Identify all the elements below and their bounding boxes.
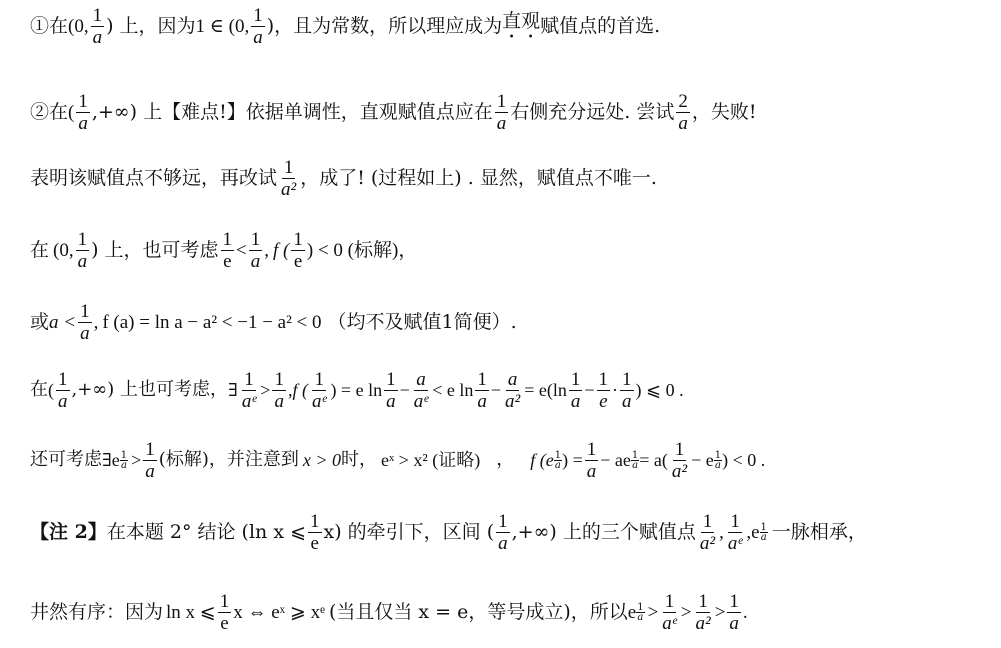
fraction-1-over-a: $\frac{1}{a}$ <box>92 5 103 48</box>
math: a < <box>49 311 77 333</box>
fraction-1-over-e: $\frac{1}{e}$ <box>598 369 609 412</box>
line-3 <box>30 158 995 199</box>
note-label: 【注 2】 <box>30 520 107 543</box>
math: (0, <box>53 239 74 261</box>
text: )，且为常数，所以理应成为 <box>266 14 503 37</box>
math: f (a) = ln a − a² < −1 − a² < 0 <box>102 311 322 333</box>
fraction-1-over-a-squared: $\frac{1}{\text{a²}}$ <box>281 157 297 200</box>
fraction-1-over-a: $\frac{1}{a}$ <box>622 369 632 412</box>
fraction-1-over-a: $\frac{1}{a}$ <box>496 91 507 134</box>
math: < e ln <box>432 380 474 401</box>
fraction-1-over-e: $\frac{1}{e}$ <box>310 511 320 554</box>
text: ,+∞) 上的三个赋值点 <box>511 520 696 543</box>
math: f (e <box>530 450 554 471</box>
text: (标解)，并注意到 <box>158 449 299 471</box>
fraction-1-over-a-e: $\frac{1}{\text{aᵉ}}$ <box>727 511 743 554</box>
fraction-1-over-a: $\frac{1}{a}$ <box>250 229 261 272</box>
math: = a( <box>639 450 668 471</box>
math: ln x ⩽ <box>166 601 216 623</box>
exponent-1-over-a: $\frac{1}{a}$ <box>554 450 562 471</box>
math: · <box>612 380 619 401</box>
math: . <box>742 601 748 623</box>
math: ) = e ln <box>330 380 383 401</box>
math: , <box>719 521 724 543</box>
text: ，失败! <box>691 100 757 123</box>
math: , <box>287 380 293 401</box>
fraction-1-over-a: $\frac{1}{a}$ <box>77 229 88 272</box>
math: , <box>264 239 270 261</box>
text: 表明该赋值点不够远，再改试 <box>30 166 278 189</box>
text: (当且仅当 x = e，等号成立)，所以 <box>328 600 628 623</box>
math: ∃ <box>228 380 238 401</box>
fraction-1-over-a-squared: $\frac{1}{\text{a²}}$ <box>671 439 688 482</box>
math: − <box>490 380 502 401</box>
math: ( <box>48 380 54 401</box>
exponent-1-over-a: $\frac{1}{a}$ <box>631 450 639 471</box>
math: − e <box>691 450 714 471</box>
math: , <box>746 521 752 543</box>
line-6 <box>30 370 995 411</box>
text: ,+∞) 上【难点!】依据单调性，直观赋值点应在 <box>91 100 493 123</box>
text: ，成了! (过程如上) . 显然，赋值点不唯一. <box>300 166 657 189</box>
text: 赋值点的首选. <box>540 14 661 37</box>
math: − <box>584 380 595 401</box>
exponent-1-over-a: $\frac{1}{a}$ <box>120 450 128 471</box>
math: , <box>93 311 99 333</box>
emphasis-text: 直观 <box>502 10 541 32</box>
fraction-1-over-a: $\frac{1}{a}$ <box>386 369 396 412</box>
fraction-1-over-a-e: $\frac{1}{\text{aᵉ}}$ <box>241 369 257 412</box>
fraction-2-over-a: $\frac{2}{a}$ <box>678 91 688 134</box>
math: ) = <box>562 450 583 471</box>
math: e <box>627 601 637 623</box>
text: x) 的牵引下，区间 ( <box>323 520 495 543</box>
math: > <box>260 380 271 401</box>
fraction-1-over-a: $\frac{1}{a}$ <box>498 511 508 554</box>
math: x > 0 <box>302 450 341 471</box>
math: eˣ > x² (证略) <box>380 450 481 471</box>
math: ∃e <box>102 450 120 471</box>
math: ) ⩽ 0 . <box>635 380 684 401</box>
math: = e(ln <box>524 380 567 401</box>
math: − ae <box>600 450 631 471</box>
math: > <box>131 450 142 471</box>
fraction-1-over-a: $\frac{1}{a}$ <box>729 591 739 634</box>
math: ) < 0 (标解)， <box>306 239 418 261</box>
text: ， <box>496 449 515 471</box>
math: x ⇔ eˣ ⩾ xᵉ <box>233 601 325 623</box>
text: 还可考虑 <box>30 449 102 471</box>
math: (0, <box>68 15 89 37</box>
line-5 <box>30 302 995 343</box>
exponent-1-over-a: $\frac{1}{a}$ <box>714 450 722 471</box>
text: ②在 <box>30 100 69 123</box>
text: 一脉相承， <box>771 520 867 543</box>
math: ) < 0 . <box>722 450 766 471</box>
fraction-1-over-a-squared: $\frac{1}{\text{a²}}$ <box>695 591 711 634</box>
fraction-1-over-e: $\frac{1}{e}$ <box>219 591 230 634</box>
fraction-1-over-a-e: $\frac{1}{\text{aᵉ}}$ <box>662 591 677 634</box>
line-2 <box>30 92 995 133</box>
math: > <box>714 601 726 623</box>
fraction-1-over-a: $\frac{1}{a}$ <box>58 369 68 412</box>
fraction-1-over-a: $\frac{1}{a}$ <box>80 301 90 344</box>
exponent-1-over-a: $\frac{1}{a}$ <box>637 602 644 623</box>
text: 右侧充分远处. 尝试 <box>510 100 675 123</box>
text: 在 <box>30 238 50 261</box>
fraction-1-over-a-squared: $\frac{1}{\text{a²}}$ <box>699 511 716 554</box>
fraction-1-over-a: $\frac{1}{a}$ <box>274 369 284 412</box>
line-7 <box>30 440 995 481</box>
math: 1 ∈ (0, <box>195 15 250 37</box>
fraction-1-over-a: $\frac{1}{a}$ <box>253 5 263 48</box>
math: − <box>399 380 410 401</box>
text: ①在 <box>30 14 69 37</box>
fraction-1-over-a: $\frac{1}{a}$ <box>586 439 597 482</box>
fraction-1-over-e: $\frac{1}{e}$ <box>222 229 233 272</box>
text: 或 <box>30 310 50 333</box>
fraction-a-over-a-e: $\frac{a}{\text{aᵉ}}$ <box>413 369 429 412</box>
fraction-a-over-a-squared: $\frac{a}{\text{a²}}$ <box>505 369 521 412</box>
fraction-1-over-e: $\frac{1}{e}$ <box>293 229 303 272</box>
math: > <box>680 601 692 623</box>
fraction-1-over-a: $\frac{1}{a}$ <box>570 369 581 412</box>
text: ) 上，也可考虑 <box>91 238 219 261</box>
text: 时， <box>340 449 377 471</box>
math: < <box>236 239 247 261</box>
exponent-1-over-a: $\frac{1}{a}$ <box>760 522 767 543</box>
text: （均不及赋值1简便）. <box>327 310 517 333</box>
math: e <box>751 521 760 543</box>
line-4 <box>30 230 995 271</box>
math: ( <box>68 101 75 123</box>
text: ,+∞) 上也可考虑， <box>71 379 229 401</box>
fraction-1-over-a-e: $\frac{1}{\text{aᵉ}}$ <box>311 369 327 412</box>
line-9 <box>30 592 995 633</box>
math: f ( <box>273 239 290 261</box>
fraction-1-over-a: $\frac{1}{a}$ <box>145 439 155 482</box>
fraction-1-over-a: $\frac{1}{a}$ <box>477 369 487 412</box>
line-1 <box>30 6 995 47</box>
math: > <box>647 601 659 623</box>
text: ) 上，因为 <box>106 14 196 37</box>
text: 在 <box>30 379 48 401</box>
text: 在本题 2° 结论 (ln x ⩽ <box>106 520 306 543</box>
text: 井然有序：因为 <box>30 600 164 623</box>
fraction-1-over-a: $\frac{1}{a}$ <box>78 91 88 134</box>
math: f ( <box>292 380 308 401</box>
line-8 <box>30 512 995 553</box>
